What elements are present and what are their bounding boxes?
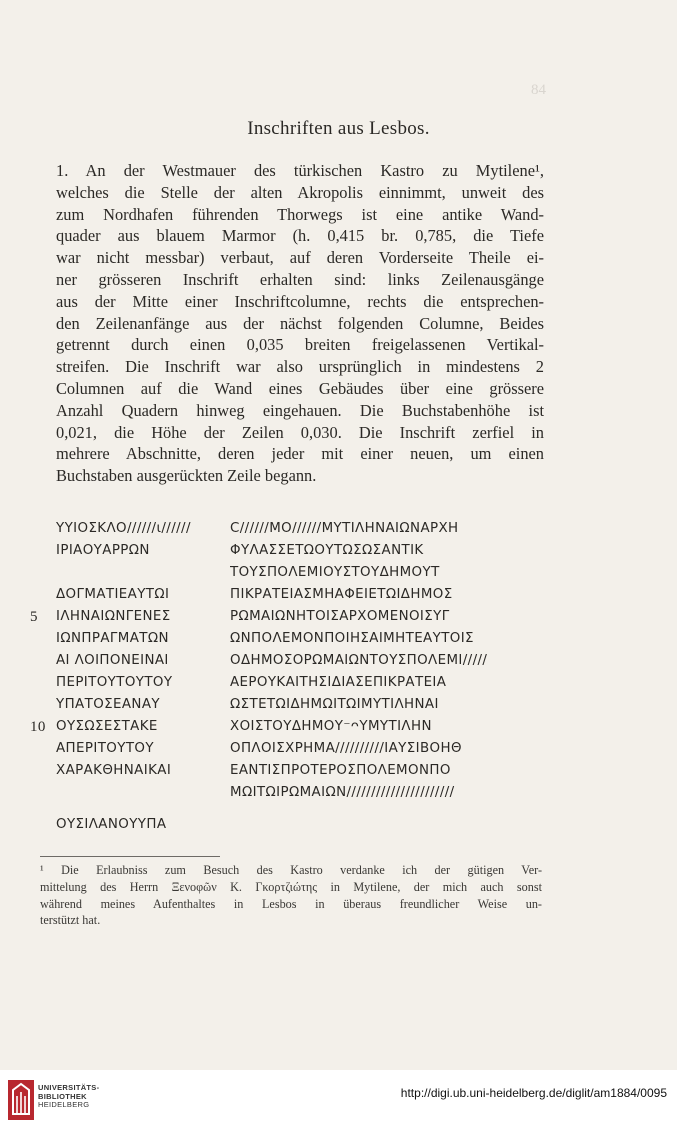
inscription-left-column: ΙΛΗΝΑΙΩΝΓΕΝΕΣ (56, 609, 171, 624)
inscription-left-column: ΑΠΕΡΙΤΟΥΤΟΥ (56, 741, 154, 756)
footnote-line: während meines Aufenthaltes in Lesbos in überaus freundlicher Weise un- (40, 896, 542, 911)
inscription-left-column: ΙΩΝΠΡΑΓΜΑΤΩΝ (56, 631, 169, 646)
inscription-left-column: ΟΥΣΙΛΑΝΟΥΥΠΑ (56, 817, 167, 832)
permalink-url[interactable]: http://digi.ub.uni-heidelberg.de/diglit/am1884/0095 (400, 1086, 667, 1100)
paragraph-line: streifen. Die Inschrift war also ursprünglich in mindestens 2 (56, 357, 544, 377)
inscription-left-column: ΙΡΙΑΟΥΑΡΡΩΝ (56, 543, 150, 558)
inscription-right-column: ΟΠΛΟΙΣΧΡΗΜΑ//////////ΙΑΥΣΙΒΟΗΘ (230, 741, 462, 756)
inscription-right-column: C//////ΜΟ//////ΜΥΤΙΛΗΝΑΙΩΝΑΡΧΗ (230, 521, 459, 536)
paragraph-line: Buchstaben ausgerückten Zeile begann. (56, 466, 317, 486)
inscription-right-column: ΜΩΙΤΩΙΡΩΜΑΙΩΝ////////////////////// (230, 785, 455, 800)
inscription-line (30, 763, 550, 785)
inscription-right-column: ΩΝΠΟΛΕΜΟΝΠΟΙΗΣΑΙΜΗΤΕΑΥΤΟΙΣ (230, 631, 474, 646)
inscription-transcription (30, 521, 550, 839)
inscription-line (30, 521, 550, 543)
inscription-line (30, 675, 550, 697)
inscription-left-column: ΥΥΙΟΣΚΛΟ//////ι////// (56, 521, 191, 536)
paragraph-line: Anzahl Quadern hinweg eingehauen. Die Buchstabenhöhe ist (56, 400, 544, 420)
paragraph-line: den Zeilenanfänge aus der nächst folgenden Columne, Beides (56, 313, 544, 333)
paragraph-line: ner grösseren Inschrift erhalten sind: links Zeilenausgänge (56, 269, 544, 289)
inscription-right-column: ΕΑΝΤΙΣΠΡΟΤΕΡΟΣΠΟΛΕΜΟΝΠΟ (230, 763, 451, 778)
inscription-line (30, 697, 550, 719)
inscription-left-column: ΠΕΡΙΤΟΥΤΟΥΤΟΥ (56, 675, 173, 690)
paragraph-line: 1. An der Westmauer des türkischen Kastro zu Mytilene¹, (56, 161, 544, 180)
inscription-line (30, 785, 550, 807)
inscription-line (30, 817, 550, 839)
inscription-line (30, 631, 550, 653)
inscription-right-column: ΑΕΡΟΥΚΑΙΤΗΣΙΔΙΑΣΕΠΙΚΡΑΤΕΙΑ (230, 675, 447, 690)
footnote-line: mittelung des Herrn Ξενοφῶν Κ. Γκορτζιώτης in Mytilene, der mich auch sonst (40, 879, 542, 894)
inscription-line (30, 587, 550, 609)
inscription-left-column: ΧΑΡΑΚΘΗΝΑΙΚΑΙ (56, 763, 172, 778)
inscription-right-column: ΧΟΙΣΤΟΥΔΗΜΟΥ⁻ᴖΥΜΥΤΙΛΗΝ (230, 719, 432, 734)
library-name-line3: HEIDELBERG (38, 1100, 90, 1109)
running-head: 84 (531, 82, 546, 98)
library-name (38, 1084, 99, 1110)
paragraph-line: zum Nordhafen führenden Thorwegs ist eine antike Wand- (56, 204, 544, 224)
inscription-line (30, 543, 550, 565)
paragraph-line: getrennt durch einen 0,035 breiten freigelassenen Vertikal- (56, 335, 544, 355)
inscription-left-column: ΑΙ ΛΟΙΠΟΝΕΙΝΑΙ (56, 653, 169, 668)
inscription-right-column: ΠΙΚΡΑΤΕΙΑΣΜΗΑΦΕΙΕΤΩΙΔΗΜΟΣ (230, 587, 453, 602)
inscription-right-column: ΤΟΥΣΠΟΛΕΜΙΟΥΣΤΟΥΔΗΜΟΥΤ (230, 565, 440, 580)
paragraph-line: Columnen auf die Wand eines Gebäudes über eine grössere (56, 378, 544, 398)
page-title: Inschriften aus Lesbos. (247, 118, 430, 139)
inscription-line (30, 565, 550, 587)
line-number: 10 (30, 719, 46, 735)
paragraph-line: welches die Stelle der alten Akropolis einnimmt, unweit des (56, 182, 544, 202)
inscription-line (30, 719, 550, 741)
body-paragraph (56, 160, 544, 487)
inscription-right-column: ΟΔΗΜΟΣΟΡΩΜΑΙΩΝΤΟΥΣΠΟΛΕΜΙ///// (230, 653, 488, 668)
inscription-line (30, 741, 550, 763)
inscription-left-column: ΟΥΣΩΣΕΣΤΑΚΕ (56, 719, 158, 734)
inscription-right-column: ΩΣΤΕΤΩΙΔΗΜΩΙΤΩΙΜΥΤΙΛΗΝΑΙ (230, 697, 439, 712)
inscription-line (30, 653, 550, 675)
inscription-left-column: ΥΠΑΤΟΣΕΑΝΑΥ (56, 697, 160, 712)
paragraph-line: war nicht messbar) verbaut, auf deren Vorderseite Theile ei- (56, 248, 544, 268)
footnote-line: ¹ Die Erlaubniss zum Besuch des Kastro verdanke ich der gütigen Ver- (40, 863, 542, 877)
inscription-right-column: ΦΥΛΑΣΣΕΤΩΟΥΤΩΣΩΣΑΝΤΙΚ (230, 543, 424, 558)
university-library-logo-icon[interactable] (8, 1080, 34, 1120)
inscription-right-column: ΡΩΜΑΙΩΝΗΤΟΙΣΑΡΧΟΜΕΝΟΙΣΥΓ (230, 609, 450, 624)
footer-bar (0, 1070, 677, 1127)
footnote-rule (40, 856, 220, 857)
paragraph-line: aus der Mitte einer Inschriftcolumne, rechts die entsprechen- (56, 291, 544, 311)
footnote-line: terstützt hat. (40, 913, 101, 928)
paragraph-line: mehrere Abschnitte, deren jeder mit einer neuen, um einen (56, 444, 544, 464)
paragraph-line: quader aus blauem Marmor (h. 0,415 br. 0,785, die Tiefe (56, 226, 544, 246)
inscription-line (30, 609, 550, 631)
inscription-left-column: ΔΟΓΜΑΤΙΕΑΥΤΩΙ (56, 587, 170, 602)
library-name-line1: UNIVERSITÄTS- (38, 1083, 100, 1092)
line-number: 5 (30, 609, 38, 625)
paragraph-line: 0,021, die Höhe der Zeilen 0,030. Die Inschrift zerfiel in (56, 422, 544, 442)
footnote (40, 862, 542, 929)
library-name-line2: BIBLIOTHEK (38, 1091, 87, 1101)
